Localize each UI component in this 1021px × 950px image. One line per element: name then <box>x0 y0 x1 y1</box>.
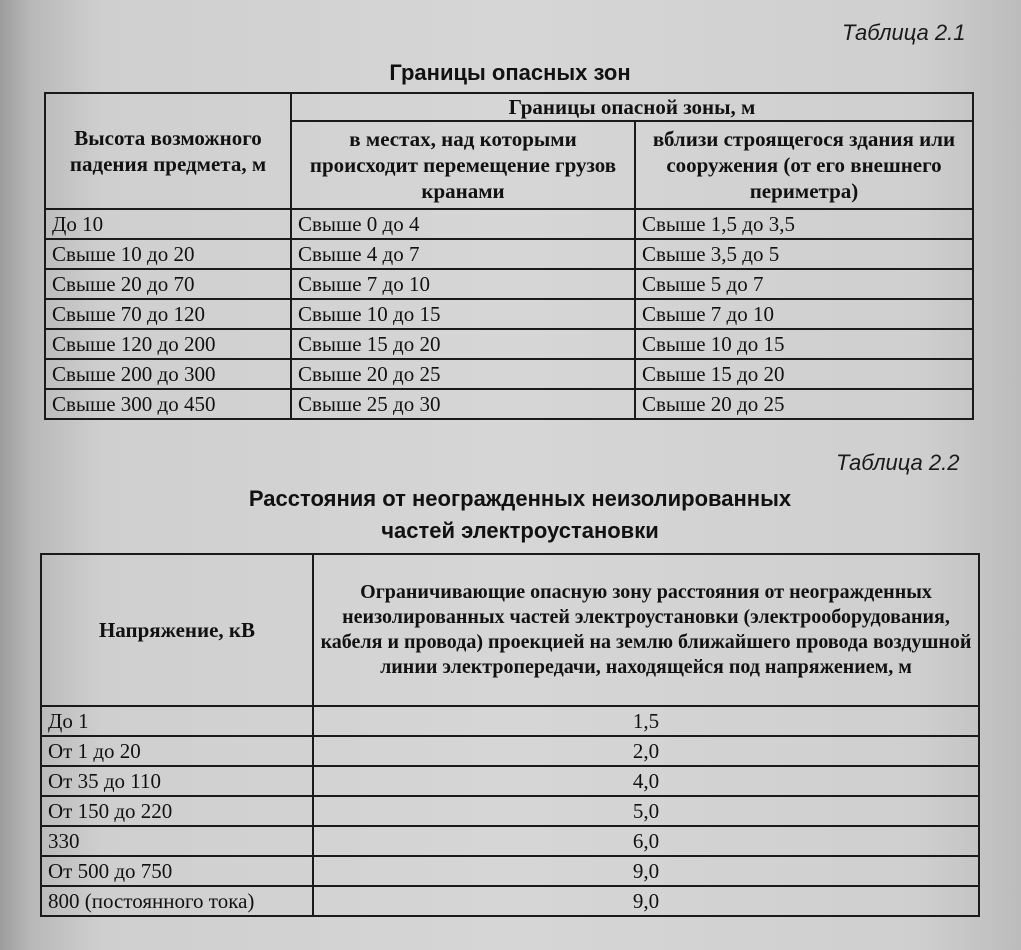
header-distance: Ограничивающие опасную зону расстояния от неогражденных неизолированных частей электроустановки (электрооборудования, кабеля и провода) проекцией на землю ближайшего провода воздушной линии электропередачи, находящейся под напряжением, м <box>313 554 979 706</box>
table-row <box>45 239 973 269</box>
table-row <box>45 299 973 329</box>
table-row <box>41 766 979 796</box>
table2-caption: Таблица 2.2 <box>836 450 960 475</box>
cell-building-zone: Свыше 15 до 20 <box>635 359 973 389</box>
cell-building-zone: Свыше 10 до 15 <box>635 329 973 359</box>
cell-height: Свыше 120 до 200 <box>45 329 291 359</box>
cell-building-zone: Свыше 5 до 7 <box>635 269 973 299</box>
cell-voltage: 800 (постоянного тока) <box>41 886 313 916</box>
cell-crane-zone: Свыше 25 до 30 <box>291 389 635 419</box>
header-voltage: Напряжение, кВ <box>41 554 313 706</box>
table1-caption: Таблица 2.1 <box>842 20 966 45</box>
cell-building-zone: Свыше 20 до 25 <box>635 389 973 419</box>
cell-distance: 4,0 <box>313 766 979 796</box>
cell-crane-zone: Свыше 7 до 10 <box>291 269 635 299</box>
cell-crane-zone: Свыше 4 до 7 <box>291 239 635 269</box>
cell-height: Свыше 70 до 120 <box>45 299 291 329</box>
cell-distance: 9,0 <box>313 856 979 886</box>
table2-title-line1: Расстояния от неогражденных неизолированных <box>248 486 792 511</box>
cell-voltage: От 1 до 20 <box>41 736 313 766</box>
cell-voltage: До 1 <box>41 706 313 736</box>
header-crane-areas: в местах, над которыми происходит перемещение грузов кранами <box>291 121 635 209</box>
table-row <box>45 359 973 389</box>
table-row <box>41 826 979 856</box>
cell-distance: 1,5 <box>313 706 979 736</box>
cell-distance: 6,0 <box>313 826 979 856</box>
table-row <box>45 389 973 419</box>
hazard-zones-table <box>44 92 974 420</box>
table-row <box>41 706 979 736</box>
cell-height: Свыше 10 до 20 <box>45 239 291 269</box>
header-near-building: вблизи строящегося здания или сооружения (от его внешнего периметра) <box>635 121 973 209</box>
cell-building-zone: Свыше 3,5 до 5 <box>635 239 973 269</box>
cell-building-zone: Свыше 7 до 10 <box>635 299 973 329</box>
cell-voltage: От 150 до 220 <box>41 796 313 826</box>
cell-crane-zone: Свыше 0 до 4 <box>291 209 635 239</box>
table1-title: Границы опасных зон <box>389 60 631 85</box>
table-row <box>45 329 973 359</box>
table2-title-line2: частей электроустановки <box>381 518 659 543</box>
cell-voltage: От 35 до 110 <box>41 766 313 796</box>
cell-building-zone: Свыше 1,5 до 3,5 <box>635 209 973 239</box>
cell-crane-zone: Свыше 20 до 25 <box>291 359 635 389</box>
table-row <box>41 886 979 916</box>
cell-distance: 2,0 <box>313 736 979 766</box>
table-row <box>41 736 979 766</box>
cell-distance: 5,0 <box>313 796 979 826</box>
table-row <box>45 209 973 239</box>
table-row <box>45 269 973 299</box>
header-fall-height: Высота возможного падения предмета, м <box>45 93 291 209</box>
cell-crane-zone: Свыше 10 до 15 <box>291 299 635 329</box>
cell-height: Свыше 200 до 300 <box>45 359 291 389</box>
header-zone-limits: Границы опасной зоны, м <box>291 93 973 121</box>
electrical-distances-table <box>40 553 980 917</box>
cell-height: До 10 <box>45 209 291 239</box>
cell-voltage: 330 <box>41 826 313 856</box>
cell-height: Свыше 20 до 70 <box>45 269 291 299</box>
cell-distance: 9,0 <box>313 886 979 916</box>
cell-voltage: От 500 до 750 <box>41 856 313 886</box>
table-row <box>41 796 979 826</box>
cell-height: Свыше 300 до 450 <box>45 389 291 419</box>
cell-crane-zone: Свыше 15 до 20 <box>291 329 635 359</box>
table-row <box>41 856 979 886</box>
